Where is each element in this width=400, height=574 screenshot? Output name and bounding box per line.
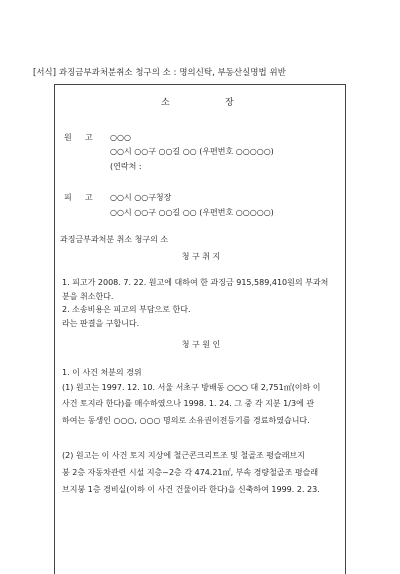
claim-line: 라는 판결을 구합니다. (62, 319, 140, 328)
case-name: 과징금부과처분 취소 청구의 소 (60, 235, 169, 244)
cause-line: 사건 토지라 한다)를 매수하였으나 1998. 1. 24. 그 중 각 지분 1/3에 관 (62, 399, 315, 408)
cause-line: (2) 원고는 이 사건 토지 지상에 철근콘크리트조 및 철골조 평슬래브지 (62, 451, 305, 460)
cause-line: 하여는 동생인 ○○○, ○○○ 명의로 소유권이전등기를 경료하였습니다. (62, 416, 310, 425)
complaint-document (54, 84, 346, 574)
defendant-name: ○○시 ○○구청장 (110, 193, 172, 202)
defendant-address: ○○시 ○○구 ○○길 ○○ (우편번호 ○○○○○) (110, 208, 274, 217)
plaintiff-address: ○○시 ○○구 ○○길 ○○ (우편번호 ○○○○○) (110, 147, 274, 156)
plaintiff-contact: (연락처 : (110, 162, 142, 171)
plaintiff-label-2: 고 (85, 133, 93, 142)
document-title-right: 장 (225, 98, 234, 108)
defendant-label: 피 (64, 193, 72, 202)
claim-line: 2. 소송비용은 피고의 부담으로 한다. (62, 305, 191, 314)
cause-heading: 청 구 원 인 (181, 340, 221, 349)
claim-heading: 청 구 취 지 (181, 252, 221, 261)
plaintiff-name: ○○○ (110, 133, 131, 142)
page-caption: [서식] 과징금부과처분취소 청구의 소 : 명의신탁, 부동산실명법 위반 (33, 67, 286, 77)
cause-line: (1) 원고는 1997. 12. 10. 서울 서초구 방배동 ○○○ 대 2,751㎡(이하 이 (62, 383, 321, 392)
defendant-label-2: 고 (85, 193, 93, 202)
plaintiff-label: 원 (64, 133, 72, 142)
claim-line: 1. 피고가 2008. 7. 22. 원고에 대하여 한 과징금 915,589,410원의 부과처 (62, 278, 329, 287)
cause-line: 브지붕 1층 경비실(이하 이 사건 건물이라 한다)을 신축하여 1999. 2. 23. (62, 485, 320, 494)
document-title-left: 소 (161, 98, 170, 108)
claim-line: 분을 취소한다. (62, 292, 114, 301)
cause-line: 1. 이 사건 처분의 경위 (62, 368, 142, 377)
cause-line: 붕 2층 자동차관련 시설 지층~2층 각 474.21㎡, 부속 경량철골조 평슬래 (62, 468, 319, 477)
